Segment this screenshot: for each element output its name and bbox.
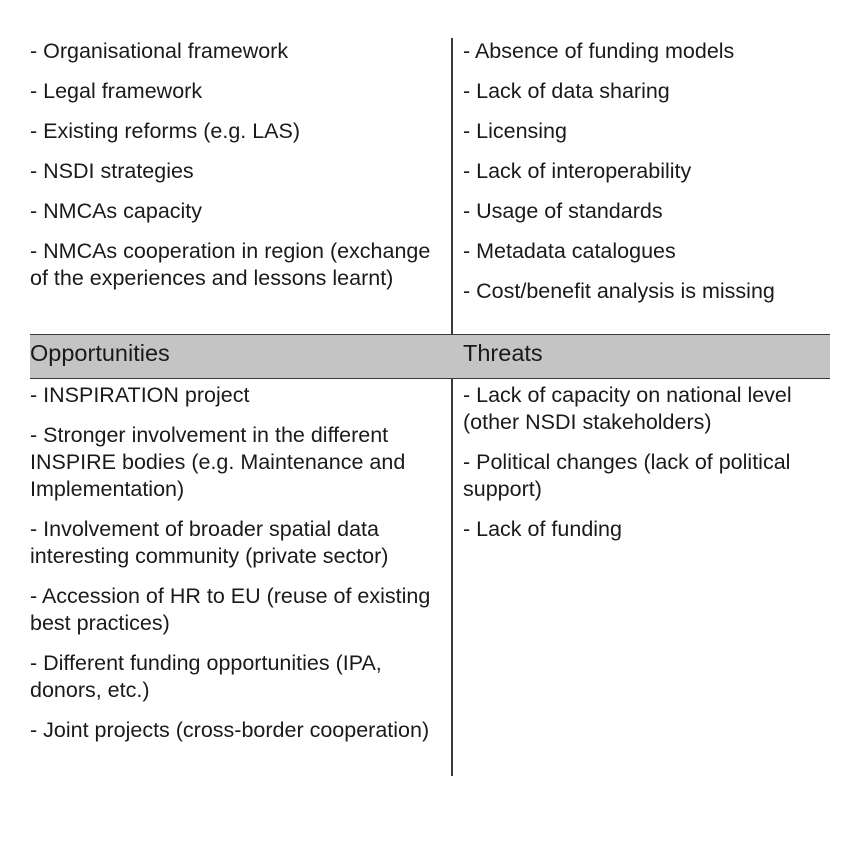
- list-item: - Existing reforms (e.g. LAS): [30, 119, 301, 143]
- list-item: - Organisational framework: [30, 39, 289, 63]
- list-item: - Lack of capacity on national level (other NSDI stakeholders): [463, 383, 792, 434]
- list-item: - Lack of data sharing: [463, 79, 670, 103]
- list-item: - Usage of standards: [463, 199, 663, 223]
- list-item: - Accession of HR to EU (reuse of existing best practices): [30, 584, 431, 635]
- list-item: - NMCAs cooperation in region (exchange of the experiences and lessons learnt): [30, 239, 431, 290]
- list-item: - Absence of funding models: [463, 39, 735, 63]
- list-item: - INSPIRATION project: [30, 383, 250, 407]
- list-item: - Different funding opportunities (IPA, donors, etc.): [30, 651, 382, 702]
- list-item: - Legal framework: [30, 79, 203, 103]
- swot-table: [30, 34, 830, 776]
- list-item: - Licensing: [463, 119, 567, 143]
- opportunities-list: [30, 382, 440, 757]
- weaknesses-list: [463, 38, 830, 318]
- threats-header: Threats: [463, 340, 543, 366]
- list-item: - Involvement of broader spatial data interesting community (private sector): [30, 517, 389, 568]
- list-item: - Lack of funding: [463, 517, 622, 541]
- list-item: - Stronger involvement in the different INSPIRE bodies (e.g. Maintenance and Implementation): [30, 423, 406, 501]
- list-item: - Joint projects (cross-border cooperation): [30, 718, 430, 742]
- list-item: - NSDI strategies: [30, 159, 194, 183]
- list-item: - Metadata catalogues: [463, 239, 676, 263]
- list-item: - NMCAs capacity: [30, 199, 203, 223]
- list-item: - Cost/benefit analysis is missing: [463, 279, 775, 303]
- column-divider: [451, 38, 453, 776]
- list-item: - Lack of interoperability: [463, 159, 692, 183]
- list-item: - Political changes (lack of political support): [463, 450, 791, 501]
- threats-list: [463, 382, 830, 556]
- strengths-list: [30, 38, 440, 305]
- opportunities-header: Opportunities: [30, 340, 170, 366]
